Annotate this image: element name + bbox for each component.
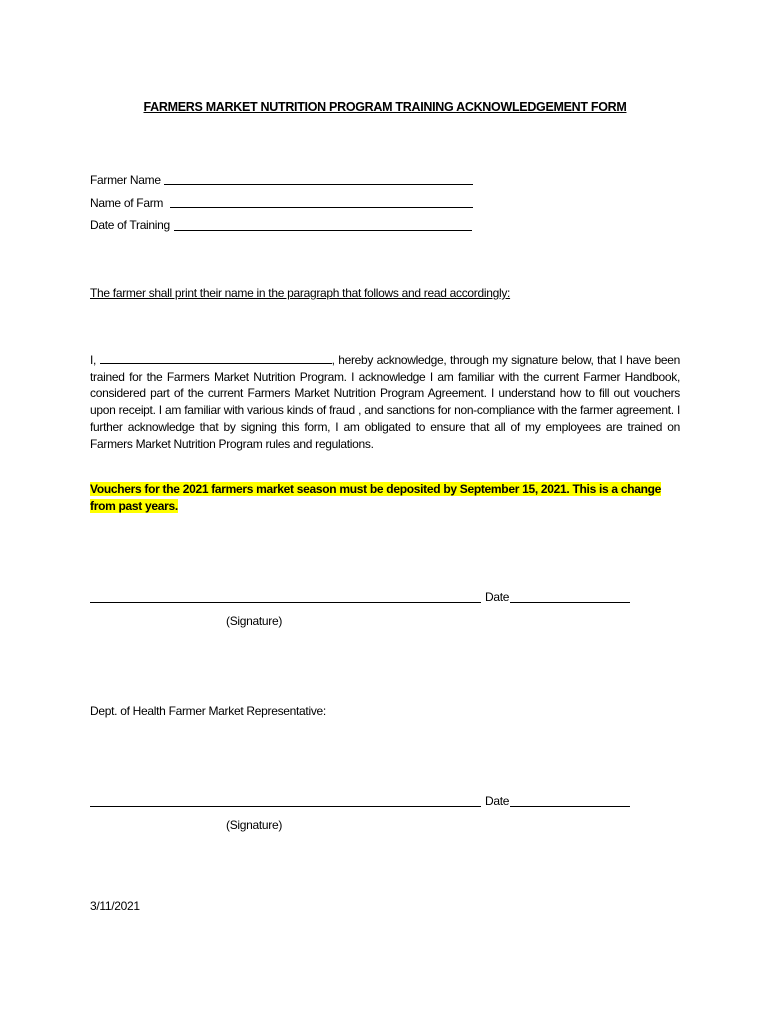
training-date-label: Date of Training [90,218,170,232]
farmer-signature-caption: (Signature) [226,614,283,628]
representative-signature-caption: (Signature) [226,818,283,832]
deadline-notice-text: Vouchers for the 2021 farmers market season must be deposited by September 15, 2021. This is a change from past years. [90,482,662,513]
representative-date-line[interactable] [510,806,630,807]
farmer-name-line[interactable] [164,184,473,185]
farmer-name-label: Farmer Name [90,173,161,187]
representative-label: Dept. of Health Farmer Market Representative: [90,704,326,718]
deadline-notice [90,481,680,515]
farmer-signature-line[interactable] [90,602,481,603]
footer-date: 3/11/2021 [90,899,140,913]
representative-signature-line[interactable] [90,806,481,807]
acknowledgement-paragraph [90,352,680,452]
ack-prefix: I, [90,353,97,367]
form-title: FARMERS MARKET NUTRITION PROGRAM TRAINING ACKNOWLEDGEMENT FORM [143,100,627,114]
printed-name-blank[interactable] [100,353,332,364]
farm-name-label: Name of Farm [90,196,164,210]
representative-date-label: Date [485,794,510,808]
instruction-text: The farmer shall print their name in the paragraph that follows and read accordingly: [90,286,511,300]
farmer-date-line[interactable] [510,602,630,603]
training-date-line[interactable] [174,230,472,231]
ack-body: , hereby acknowledge, through my signature below, that I have been trained for the Farmers Market Nutrition Program. I acknowledge I am familiar with the current Farmer Handbook, considered part of the current Farmers Market Nutrition Program Agreement. I understand how to fill out vouchers upon receipt. I am familiar with various kinds of fraud , and sanctions for non-compliance with the farmer agreement. I further acknowledge that by signing this form, I am obligated to ensure that all of my employees are trained on Farmers Market Nutrition Program rules and regulations. [90,353,680,451]
farmer-date-label: Date [485,590,510,604]
farm-name-line[interactable] [170,207,473,208]
